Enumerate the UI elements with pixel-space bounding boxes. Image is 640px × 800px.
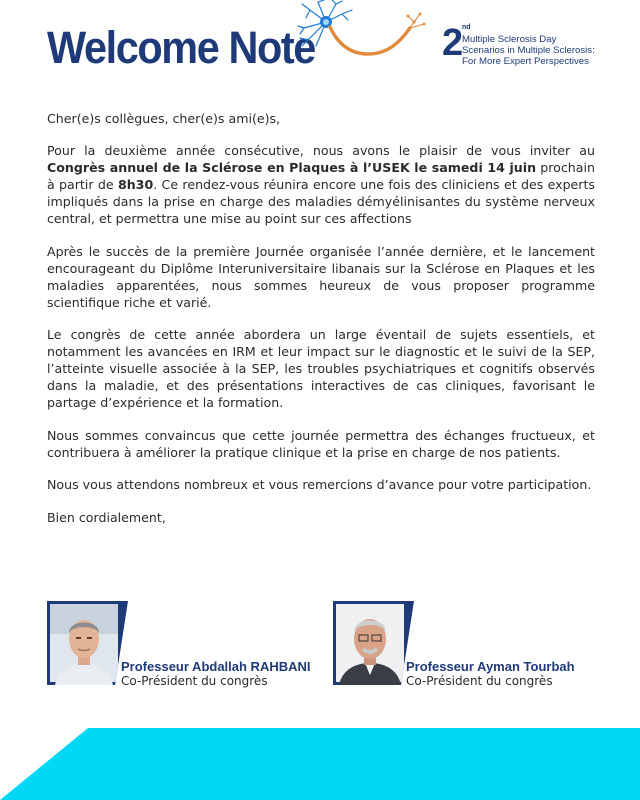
signatory-role-2: Co-Président du congrès — [406, 674, 553, 688]
signatory-photo-1 — [47, 601, 128, 685]
page-title: Welcome Note — [47, 22, 315, 73]
event-title — [462, 34, 595, 67]
neuron-logo-icon — [296, 0, 436, 66]
letter-greeting: Cher(e)s collègues, cher(e)s ami(e)s, — [47, 111, 281, 126]
footer-accent-band — [0, 728, 640, 800]
letter-paragraph-5: Nous vous attendons nombreux et vous remercions d’avance pour votre participation. — [47, 477, 592, 492]
congress-highlight: Congrès annuel de la Sclérose en Plaques à l’USEK le samedi 14 juin — [47, 160, 537, 175]
letter-paragraph-4: Nous sommes convaincus que cette journée permettra des échanges fructueux, et contribuera à améliorer la pratique clinique et la prise en charge de nos patients. — [47, 427, 595, 460]
letter-paragraph-1 — [47, 142, 595, 227]
edition-suffix: nd — [462, 24, 471, 31]
signatory-name-1: Professeur Abdallah RAHBANI — [121, 659, 311, 674]
letter-paragraph-3: Le congrès de cette année abordera un large éventail de sujets essentiels, et notamment les avancées en IRM et leur impact sur le diagnostic et le suivi de la SEP, l’atteinte visuelle associée à la SEP, les troubles psychiatriques et cognitifs observés dans la maladie, et des présentations interactives de cas cliniques, favorisant le partage d’expérience et la formation. — [47, 327, 595, 410]
letter-paragraph-2: Après le succès de la première Journée organisée l’année dernière, et le lancement encourageant du Diplôme Interuniversitaire libanais sur la Sclérose en Plaques et les maladies apparentées, nous sommes heureux de vous proposer programme scientifique riche et varié. — [47, 243, 595, 310]
signatory-role-1: Co-Président du congrès — [121, 674, 268, 688]
text: Pour la deuxième année consécutive, nous avons le plaisir de vous inviter au — [47, 143, 595, 158]
edition-number: 2 — [442, 22, 464, 64]
letter-body — [47, 110, 595, 541]
letter-closing: Bien cordialement, — [47, 509, 166, 525]
event-line: For More Expert Perspectives — [462, 56, 589, 67]
text: prochain à partir de — [47, 160, 595, 192]
event-line: Multiple Sclerosis Day — [462, 34, 557, 45]
signatory-photo-2 — [333, 601, 414, 685]
signatory-name-2: Professeur Ayman Tourbah — [406, 659, 575, 674]
time-highlight: 8h30 — [117, 177, 154, 192]
event-line: Scenarios in Multiple Sclerosis: — [462, 45, 595, 56]
text: . Ce rendez-vous réunira encore une fois des cliniciens et des experts impliqués dans la prise en charge des maladies démyélinisantes du système nerveux central, et permettra une mise au point sur ces affections — [47, 177, 595, 226]
